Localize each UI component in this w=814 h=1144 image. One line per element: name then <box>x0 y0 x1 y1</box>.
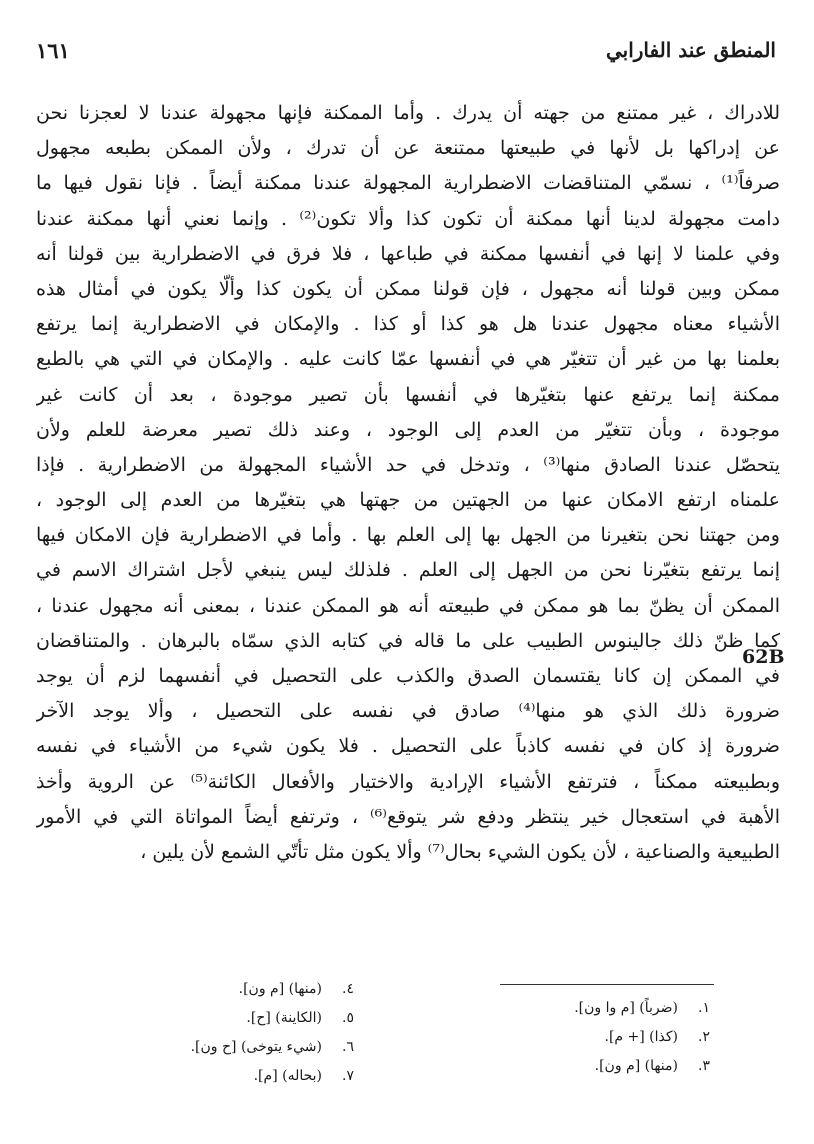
footnote-text: (منها) [م ون]. <box>238 981 322 997</box>
text-line: وبطبيعته ممكناً ، فترتفع الأشياء الإرادية والاختيار والأفعال الكائنة⁽⁵⁾ عن الروية وأخذ <box>36 770 780 793</box>
footnote <box>134 1062 354 1091</box>
text-line: الأشياء معناه مجهول عندنا هل هو كذا أو كذا . والإمكان في الاضطرارية إنما يرتفع <box>36 313 780 336</box>
text-line: عن إدراكها بل لأنها في طبيعتها ممتنعة عن أن تدرك ، ولأن الممكن بطبعه مجهول <box>36 137 780 160</box>
margin-reference: 62B <box>742 646 785 668</box>
footnote <box>500 1052 710 1081</box>
footnote <box>134 1004 354 1033</box>
footnote <box>134 1033 354 1062</box>
footnote-text: (شيء يتوخى) [ح ون]. <box>190 1039 322 1055</box>
footnote-text: (كذا) [+ م]. <box>604 1029 678 1045</box>
text-line: موجودة ، وبأن تتغيّر من العدم إلى الوجود ، وعند ذلك تصير معرضة للعلم ولأن <box>36 418 780 441</box>
text-line: الأهبة في استعجال خير ينتظر ودفع شر يتوقع⁽⁶⁾ ، وترتفع أيضاً المواتاة التي في الأمور <box>36 805 780 828</box>
text-line: ضرورة ذلك الذي هو منها⁽⁴⁾ صادق في نفسه على التحصيل ، وألا يوجد الآخر <box>36 700 780 723</box>
text-line: ممكن وبين قولنا أنه مجهول ، فإن قولنا ممكن أن يكون كذا وألّا يكون في أمثال هذه <box>36 277 780 300</box>
footnote-text: (بحاله) [م]. <box>253 1068 322 1084</box>
page-header <box>36 34 776 66</box>
running-title: المنطق عند الفارابي <box>605 38 776 62</box>
text-line: للادراك ، غير ممتنع من جهته أن يدرك . وأما الممكنة فإنها مجهولة عندنا لا لعجزنا نحن <box>36 102 780 124</box>
footnote-number: ٣. <box>698 1058 710 1074</box>
footnote-text: (ضرباً) [م وا ون]. <box>574 1000 678 1016</box>
text-line: ضرورة إذ كان في نفسه كاذباً على التحصيل . فلا يكون شيء من الأشياء في نفسه <box>36 735 780 758</box>
text-line: إنما يرتفع بتغيّرنا نحن من الجهل إلى العلم . فلذلك ليس ينبغي لأجل اشتراك الاسم في <box>36 559 780 582</box>
footnote-number: ١. <box>698 1000 710 1016</box>
text-line: ومن جهتنا نحن بتغيرنا من الجهل بها إلى العلم بها . وأما في الاضطرارية فإن الامكان فيها <box>36 524 780 547</box>
text-line: الطبيعية والصناعية ، لأن يكون الشيء بحال⁽⁷⁾ وألا يكون مثل تأتّي الشمع لأن يلين ، <box>140 840 780 863</box>
text-line: دامت مجهولة لدينا أنها ممكنة أن تكون كذا وألا تكون⁽²⁾ . وإنما نعني أنها ممكنة عندنا <box>36 207 780 230</box>
text-line: في الممكن إن كانا يقتسمان الصدق والكذب على التحصيل في أنفسهما لزم أن يوجد <box>36 665 780 687</box>
footnote-number: ٤. <box>342 981 354 997</box>
body-text <box>36 96 780 870</box>
footnotes-left-column <box>134 975 354 1091</box>
footnote-text: (منها) [م ون]. <box>594 1058 678 1074</box>
footnote-number: ٢. <box>698 1029 710 1045</box>
text-line: صرفاً⁽¹⁾ ، نسمّي المتناقضات الاضطرارية المجهولة عندنا ممكنة أيضاً . فإنا نقول فيها ما <box>36 172 780 195</box>
footnote-number: ٥. <box>342 1010 354 1026</box>
text-line: الممكن أن يظنّ بما هو ممكن في طبيعته أنه هو الممكن عندنا ، بمعنى أنه مجهول عندنا ، <box>36 594 780 617</box>
text-line: علمناه ارتفع الامكان عنها من الجهتين من جهتها هي بتغيّرها من العدم إلى الوجود ، <box>36 489 780 512</box>
text-line: يتحصّل عندنا الصادق منها⁽³⁾ ، وتدخل في حد الأشياء المجهولة من الاضطرارية . فإذا <box>36 453 780 476</box>
text-line: ممكنة إنما يرتفع عنها بتغيّرها في أنفسها بأن تصير موجودة ، بعد أن كانت غير <box>36 383 780 406</box>
footnote-number: ٦. <box>342 1039 354 1055</box>
text-line: وفي علمنا لا إنها في أنفسها ممكنة في طباعها ، فلا فرق في الاضطرارية بين قولنا أنه <box>36 242 780 265</box>
text-line: بعلمنا بها من غير أن تتغيّر هي في أنفسها عمّا كانت عليه . والإمكان في التي هي بالطبع <box>36 348 780 371</box>
page-number: ١٦١ <box>36 37 70 63</box>
footnote-text: (الكاينة) [ح]. <box>246 1010 322 1026</box>
footnote <box>500 1023 710 1052</box>
footnote <box>134 975 354 1004</box>
footnote <box>500 994 710 1023</box>
footnote-divider <box>500 984 714 985</box>
text-line: كما ظنّ ذلك جالينوس الطبيب على ما قاله في كتابه الذي سمّاه بالبرهان . والمتناقضان <box>36 629 780 652</box>
footnote-number: ٧. <box>342 1068 354 1084</box>
footnotes-right-column <box>500 994 710 1081</box>
